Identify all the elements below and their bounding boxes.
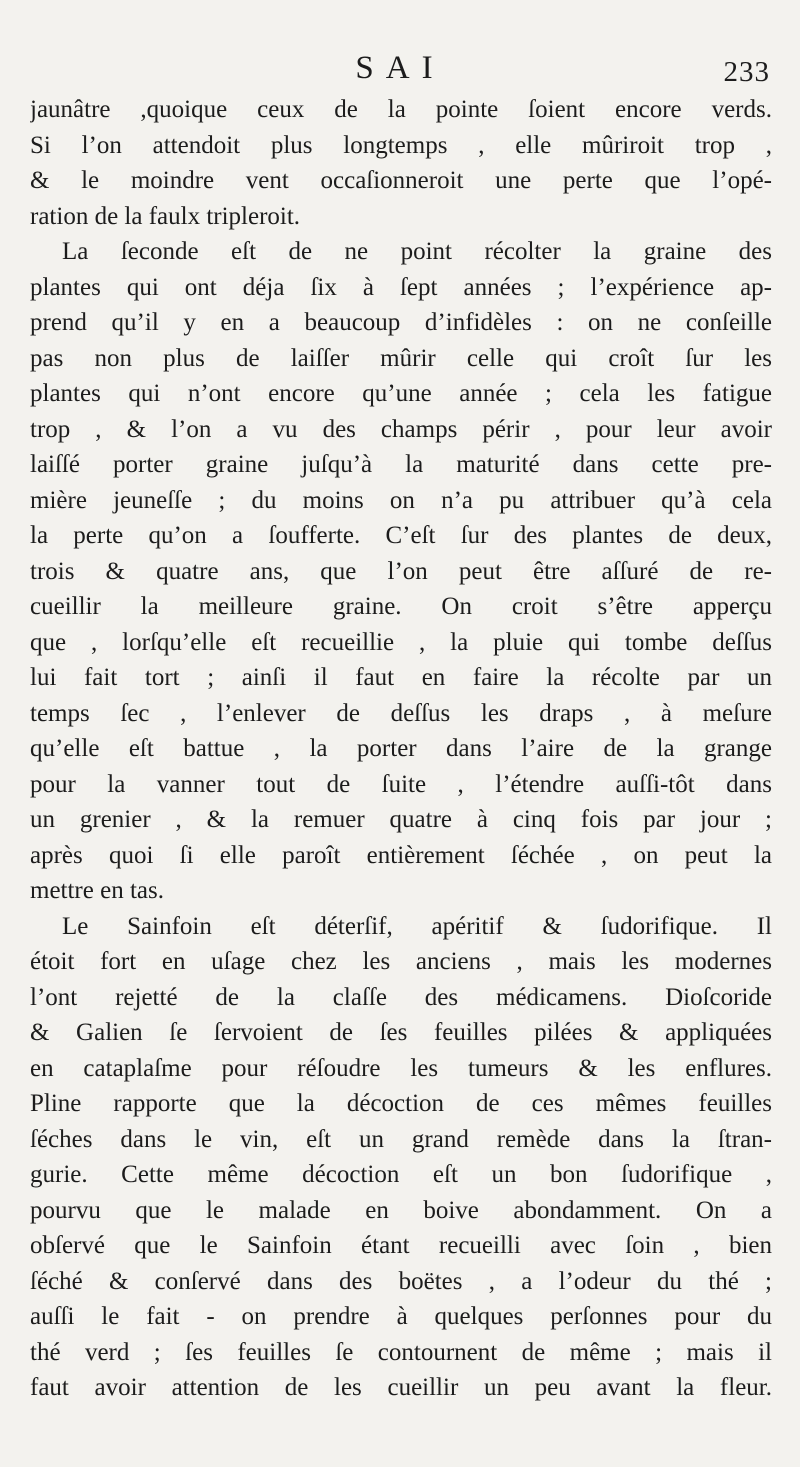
text-line: pourvu que le malade en boive abondamment. On a (30, 1196, 772, 1224)
text-line: & Galien ſe ſervoient de ſes feuilles pilées & appliquées (30, 1019, 772, 1046)
text-line: & le moindre vent occaſionneroit une perte que l’opé- (30, 167, 772, 194)
paragraph (30, 92, 772, 234)
text-line: laiſſé porter graine juſqu’à la maturité dans cette pre- (30, 451, 772, 478)
text-line: Si l’on attendoit plus longtemps , elle mûriroit trop , (30, 131, 772, 159)
text-line: trop , & l’on a vu des champs périr , pour leur avoir (30, 415, 772, 443)
text-line: pas non plus de laiſſer mûrir celle qui croît ſur les (30, 344, 772, 372)
text-line: mière jeuneſſe ; du moins on n’a pu attribuer qu’à cela (30, 486, 772, 514)
text-line: Pline rapporte que la décoction de ces mêmes feuilles (30, 1090, 772, 1117)
text-line: thé verd ; ſes feuilles ſe contournent de même ; mais il (30, 1338, 772, 1366)
text-line: obſervé que le Sainfoin étant recueilli avec ſoin , bien (30, 1232, 772, 1259)
text-line: jaunâtre ,quoique ceux de la pointe ſoient encore verds. (30, 96, 772, 123)
text-line: qu’elle eſt battue , la porter dans l’aire de la grange (30, 735, 772, 762)
text-line: Le Sainfoin eſt déterſif, apéritif & ſudorifique. Il (62, 912, 772, 940)
running-head-title: SAI (355, 50, 445, 86)
text-line: plantes qui n’ont encore qu’une année ; cela les fatigue (30, 380, 772, 407)
page-number: 233 (723, 56, 770, 88)
text-line: après quoi ſi elle paroît entièrement ſéchée , on peut la (30, 841, 772, 869)
text-line: temps ſec , l’enlever de deſſus les draps , à meſure (30, 699, 772, 727)
text-line: en cataplaſme pour réſoudre les tumeurs & les enflures. (30, 1054, 772, 1082)
text-line: étoit fort en uſage chez les anciens , mais les modernes (30, 948, 772, 975)
text-line: un grenier , & la remuer quatre à cinq fois par jour ; (30, 806, 772, 833)
text-line: gurie. Cette même décoction eſt un bon ſudorifique , (30, 1161, 772, 1188)
text-line: La ſeconde eſt de ne point récolter la graine des (62, 238, 772, 265)
paragraph (30, 909, 772, 1406)
text-line: que , lorſqu’elle eſt recueillie , la pluie qui tombe deſſus (30, 628, 772, 656)
text-line: l’ont rejetté de la claſſe des médicamens. Dioſcoride (30, 983, 772, 1011)
text-line: auſſi le fait - on prendre à quelques perſonnes pour du (30, 1303, 772, 1330)
paragraph (30, 234, 772, 909)
text-line: plantes qui ont déja ſix à ſept années ; l’expérience ap- (30, 273, 772, 301)
text-line: trois & quatre ans, que l’on peut être aſſuré de re- (30, 557, 772, 585)
text-line: pour la vanner tout de ſuite , l’étendre auſſi-tôt dans (30, 770, 772, 798)
text-line: ration de la faulx tripleroit. (30, 202, 301, 230)
text-line: cueillir la meilleure graine. On croit s’être apperçu (30, 593, 772, 620)
text-line: lui fait tort ; ainſi il faut en faire la récolte par un (30, 664, 772, 691)
running-head (0, 46, 800, 90)
text-line: la perte qu’on a ſoufferte. C’eſt ſur des plantes de deux, (30, 522, 772, 549)
text-line: ſéches dans le vin, eſt un grand remède dans la ſtran- (30, 1125, 772, 1153)
text-line: ſéché & conſervé dans des boëtes , a l’odeur du thé ; (30, 1267, 772, 1295)
body-text (30, 92, 772, 1406)
text-line: faut avoir attention de les cueillir un peu avant la fleur. (30, 1374, 772, 1401)
text-line: mettre en tas. (30, 877, 164, 904)
text-line: prend qu’il y en a beaucoup d’infidèles : on ne conſeille (30, 309, 772, 336)
